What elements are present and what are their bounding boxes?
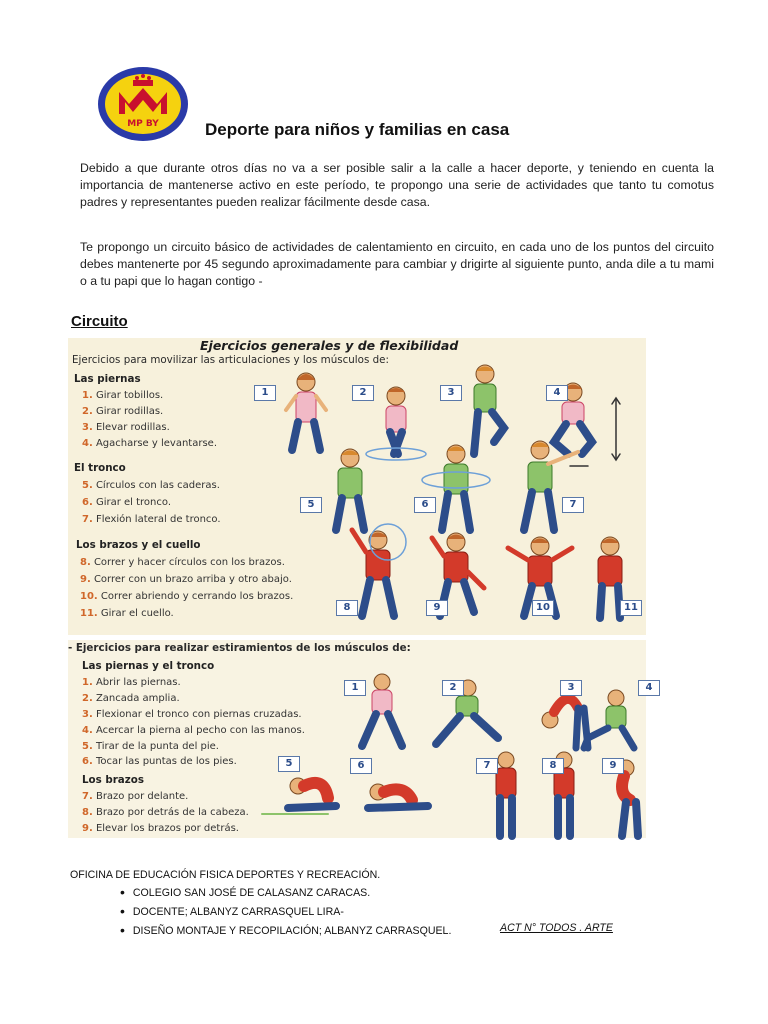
intro-paragraph: Debido a que durante otros días no va a ser posible salir a la calle a hacer deporte, y teniendo en cuenta la importancia de mantenerse activo en este período, te propongo una serie de actividades que tanto tu comotus padres y representantes pueden realizar fácilmente desde casa. [80, 161, 714, 209]
figure-3 [474, 365, 504, 454]
list-item: 4. Agacharse y levantarse. [82, 438, 217, 449]
figure-number: 1 [344, 680, 366, 696]
circuit-heading: Circuito [71, 313, 128, 330]
list-item: 2. Girar rodillas. [82, 406, 164, 417]
figure-number: 8 [542, 758, 564, 774]
figure-5 [336, 449, 364, 530]
stretch-figure-6 [368, 784, 428, 808]
section-legs-trunk: Las piernas y el tronco [82, 660, 215, 672]
section-arms-neck: Los brazos y el cuello [76, 539, 201, 551]
list-item: 8. Brazo por detrás de la cabeza. [82, 807, 249, 818]
list-item: 5. Círculos con las caderas. [82, 480, 220, 491]
figure-number: 9 [426, 600, 448, 616]
logo-text: MP BY [127, 119, 159, 129]
list-item: 5. Tirar de la punta del pie. [82, 741, 219, 752]
school-logo [97, 66, 189, 142]
figure-number: 10 [532, 600, 554, 616]
list-item: 6. Girar el tronco. [82, 497, 172, 508]
figure-number: 4 [546, 385, 568, 401]
circuit-paragraph: Te propongo un circuito básico de actividades de calentamiento en circuito, en cada uno de los puntos del circuito debes mantenerte por 45 segundo aproximadamente para cambiar y drigirte al siguiente punto, anda dile a tu mami o a tu papi que lo hagan contigo - [80, 240, 714, 288]
figure-number: 3 [560, 680, 582, 696]
list-item: 8. Correr y hacer círculos con los brazos. [80, 557, 285, 568]
list-item: 9. Elevar los brazos por detrás. [82, 823, 239, 834]
panel1-title: Ejercicios generales y de flexibilidad [200, 338, 459, 353]
figure-number: 7 [476, 758, 498, 774]
general-exercises-panel [68, 338, 646, 635]
list-item: 2. Zancada amplia. [82, 693, 180, 704]
figure-number: 8 [336, 600, 358, 616]
figure-1 [286, 373, 326, 450]
footer-bullet-design: • DISEÑO MONTAJE Y RECOPILACIÓN; ALBANYZ CARRASQUEL. [120, 921, 451, 937]
section-trunk: El tronco [74, 462, 126, 474]
list-item: 7. Flexión lateral de tronco. [82, 514, 221, 525]
footer-bullet-school: • COLEGIO SAN JOSÉ DE CALASANZ CARACAS. [120, 883, 370, 899]
stretching-panel [68, 640, 653, 838]
page-title: Deporte para niños y familias en casa [205, 120, 510, 139]
office-line: OFICINA DE EDUCACIÓN FISICA DEPORTES Y RECREACIÓN. [70, 869, 381, 881]
panel1-subtitle: Ejercicios para movilizar las articulaciones y los músculos de: [72, 354, 389, 366]
figure-11 [598, 537, 622, 618]
figure-number: 3 [440, 385, 462, 401]
stretch-figure-3 [542, 699, 588, 748]
figure-number: 9 [602, 758, 624, 774]
list-item: 3. Elevar rodillas. [82, 422, 170, 433]
figure-number: 7 [562, 497, 584, 513]
stretch-figure-7 [496, 752, 516, 836]
figure-number: 4 [638, 680, 660, 696]
figure-number: 6 [350, 758, 372, 774]
section-legs: Las piernas [74, 373, 141, 385]
list-item: 6. Tocar las puntas de los pies. [82, 756, 237, 767]
figure-6 [422, 445, 490, 530]
list-item: 11. Girar el cuello. [80, 608, 174, 619]
list-item: 4. Acercar la pierna al pecho con las manos. [82, 725, 305, 736]
list-item: 7. Brazo por delante. [82, 791, 189, 802]
list-item: 9. Correr con un brazo arriba y otro abajo. [80, 574, 292, 585]
figure-2 [366, 387, 426, 460]
figure-8 [352, 524, 406, 616]
figure-number: 1 [254, 385, 276, 401]
stretch-figure-5 [262, 778, 336, 814]
figure-number: 11 [620, 600, 642, 616]
figure-number: 5 [300, 497, 322, 513]
figure-number: 2 [352, 385, 374, 401]
stretch-figure-1 [362, 674, 402, 746]
figure-number: 6 [414, 497, 436, 513]
figure-number: 5 [278, 756, 300, 772]
stretch-figure-4 [584, 690, 634, 748]
list-item: 10. Correr abriendo y cerrando los brazos. [80, 591, 294, 602]
section-arms: Los brazos [82, 774, 144, 786]
list-item: 1. Abrir las piernas. [82, 677, 181, 688]
list-item: 3. Flexionar el tronco con piernas cruzadas. [82, 709, 302, 720]
figure-number: 2 [442, 680, 464, 696]
panel2-subtitle: - Ejercicios para realizar estiramientos de los músculos de: [68, 642, 411, 654]
footer-bullet-teacher: • DOCENTE; ALBANYZ CARRASQUEL LIRA- [120, 902, 344, 918]
list-item: 1. Girar tobillos. [82, 390, 164, 401]
act-link[interactable]: ACT N° TODOS . ARTE [500, 922, 613, 934]
